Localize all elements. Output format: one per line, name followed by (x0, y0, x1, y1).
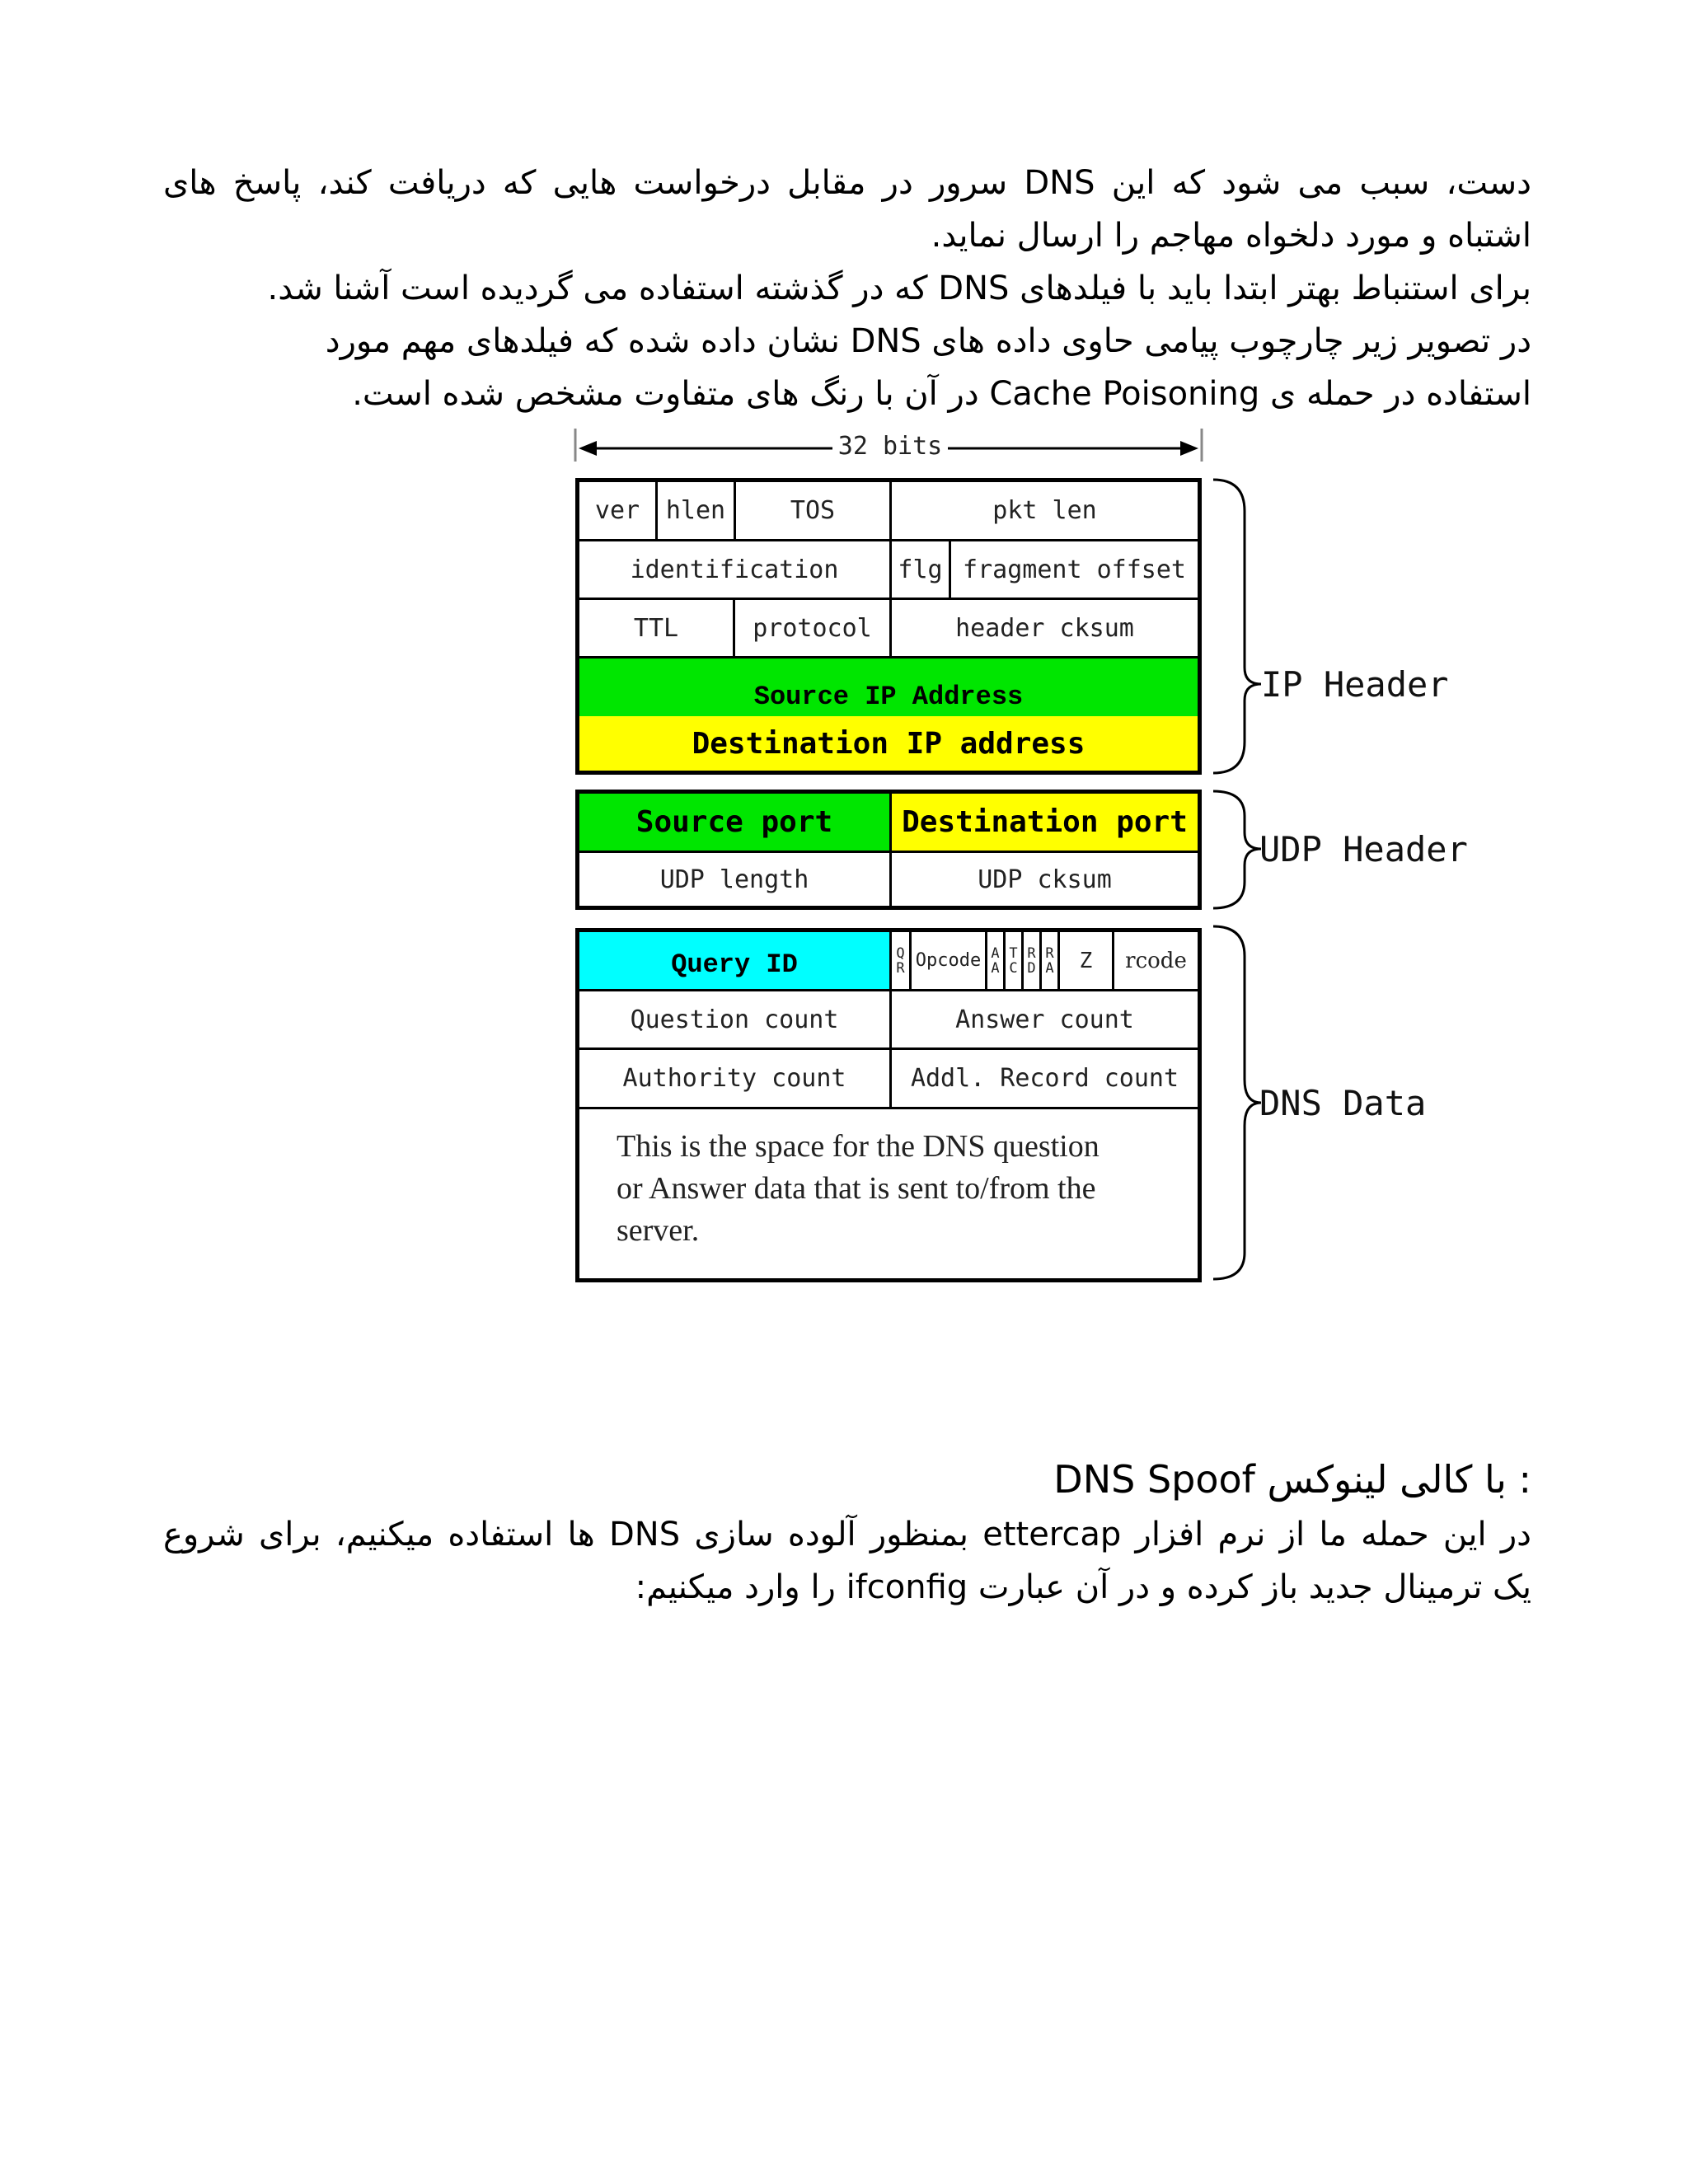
destination-port-field: Destination port (892, 794, 1198, 851)
z-field: Z (1060, 932, 1114, 989)
aa-flag-bottom: A (991, 959, 1000, 977)
ttl-field: TTL (579, 600, 735, 656)
dns-data-box (575, 928, 1202, 1282)
ip-header-box (575, 478, 1202, 775)
paragraph-1-line-1: دست، سبب می شود که این DNS سرور در مقابل درخواست هایی که دریافت کند، پاسخ های (163, 164, 1531, 202)
section-body-line-1: در این حمله ما از نرم افزار ettercap بمنظور آلوده سازی DNS ها استفاده میکنیم، برای شروع (163, 1516, 1531, 1554)
source-port-field: Source port (579, 794, 892, 851)
question-count-field: Question count (579, 991, 892, 1047)
paragraph-3-line-1: در تصویر زیر چارچوب پیامی حاوی داده های DNS نشان داده شده که فیلدهای مهم مورد (325, 322, 1531, 360)
dns-payload-area (617, 1126, 1181, 1252)
payload-line-1: This is the space for the DNS question (617, 1129, 1100, 1164)
intro-text (163, 157, 1531, 420)
paragraph-2: برای استنباط بهتر ابتدا باید با فیلدهای DNS که در گذشته استفاده می گردیده است آشنا شد. (267, 269, 1531, 307)
payload-line-2: or Answer data that is sent to/from the (617, 1171, 1096, 1206)
aa-flag (987, 932, 1006, 989)
rd-flag (1024, 932, 1042, 989)
ra-flag (1042, 932, 1060, 989)
paragraph-1-line-2: اشتباه و مورد دلخواه مهاجم را ارسال نماید. (931, 217, 1531, 255)
udp-header-box (575, 790, 1202, 910)
qr-flag (892, 932, 912, 989)
answer-count-field: Answer count (955, 1005, 1134, 1034)
dns-row-3 (579, 1050, 1198, 1109)
addl-record-count-field: Addl. Record count (910, 1064, 1179, 1093)
dns-packet-diagram (569, 429, 1500, 1286)
ver-field: ver (579, 482, 658, 539)
dns-row-2 (579, 991, 1198, 1050)
qr-flag-top: Q (896, 944, 905, 962)
destination-ip-field: Destination IP address (692, 726, 1085, 761)
udp-row-1 (579, 794, 1198, 853)
opcode-field: Opcode (912, 932, 987, 989)
ip-row-4 (579, 658, 1198, 716)
ip-row-5 (579, 716, 1198, 771)
udp-cksum-field: UDP cksum (978, 865, 1112, 894)
tc-flag (1006, 932, 1024, 989)
ip-row-2 (579, 541, 1198, 600)
ra-flag-bottom: A (1045, 959, 1054, 977)
section-heading: DNS Spoof با کالی لینوکس : (1053, 1457, 1531, 1502)
tc-flag-top: T (1009, 944, 1018, 962)
fragment-offset-field: fragment offset (963, 555, 1186, 584)
ip-header-label: IP Header (1261, 664, 1449, 705)
hlen-field: hlen (658, 482, 736, 539)
pkt-len-field: pkt len (992, 496, 1097, 525)
authority-count-field: Authority count (579, 1050, 892, 1107)
rd-flag-top: R (1027, 944, 1036, 962)
tc-flag-bottom: C (1009, 959, 1018, 977)
ip-row-3 (579, 600, 1198, 658)
flg-field: flg (892, 541, 951, 598)
dns-data-label: DNS Data (1259, 1083, 1427, 1123)
payload-line-3: server. (617, 1213, 700, 1248)
qr-flag-bottom: R (896, 959, 905, 977)
header-cksum-field: header cksum (955, 613, 1134, 643)
protocol-field: protocol (735, 600, 892, 656)
bit-width-label: 32 bits (837, 432, 943, 461)
ra-flag-top: R (1045, 944, 1054, 962)
identification-field: identification (579, 541, 892, 598)
ip-row-1 (579, 482, 1198, 541)
udp-length-field: UDP length (579, 853, 892, 906)
udp-header-label: UDP Header (1259, 829, 1468, 869)
rd-flag-bottom: D (1027, 959, 1036, 977)
aa-flag-top: A (991, 944, 1000, 962)
source-ip-field: Source IP Address (753, 681, 1024, 712)
rcode-field: rcode (1125, 948, 1187, 973)
udp-row-2 (579, 853, 1198, 906)
section-body-line-2: یک ترمینال جدید باز کرده و در آن عبارت ifconfig را وارد میکنیم: (635, 1568, 1531, 1606)
tos-field: TOS (736, 482, 892, 539)
paragraph-3-line-2: استفاده در حمله ی Cache Poisoning در آن با رنگ های متفاوت مشخص شده است. (352, 375, 1531, 413)
query-id-field: Query ID (579, 932, 892, 989)
dns-row-1 (579, 932, 1198, 991)
dns-spoof-section (163, 1451, 1531, 1614)
